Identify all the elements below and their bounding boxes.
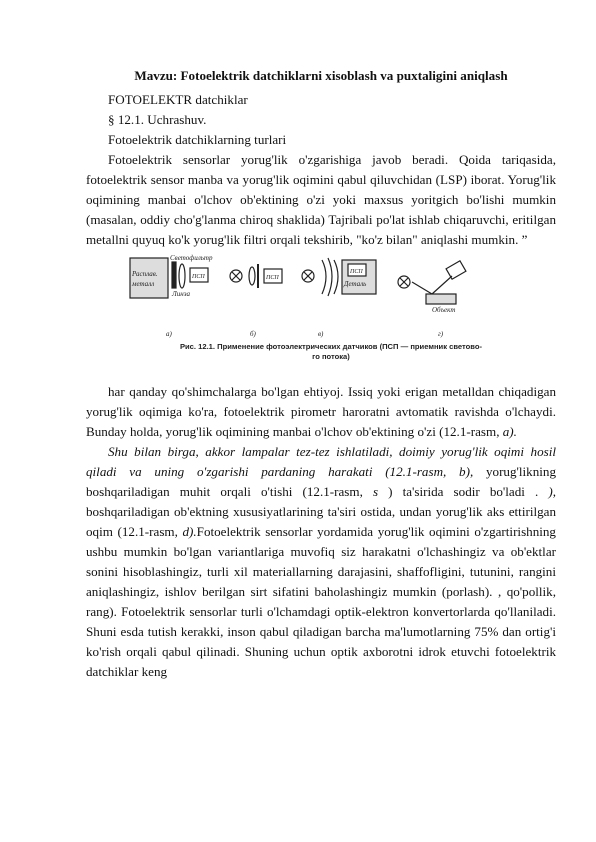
label-metall: металл: [132, 280, 155, 288]
paragraph-3: [86, 442, 556, 682]
paragraph-3-ref-c: ),: [538, 484, 556, 499]
figure-12-1: [86, 254, 556, 342]
paragraph-3-ref-s: s: [362, 484, 379, 499]
psp-box-4: [446, 261, 466, 279]
paragraph-3-italic: Shu bilan birga, akkor lampalar tez-tez ishlatiladi, doimiy yorug'lik oqimi hosil qiladi va uning o'zgarishi pardaning harakati (12.1-rasm, b),: [86, 444, 556, 479]
label-rasplav: Расплав.: [132, 270, 158, 278]
label-obekt: Объект: [432, 306, 456, 314]
label-psp-2: ПСП: [266, 275, 279, 281]
section-heading: FOTOELEKTR datchiklar: [108, 92, 248, 107]
medium-waves: [322, 258, 338, 296]
label-svetofiltr: Светофильтр: [170, 254, 213, 262]
paragraph-2: [86, 382, 556, 442]
label-g: г): [438, 330, 444, 338]
paragraph-2-text: har qanday qo'shimchalarga bo'lgan ehtiyoj. Issiq yoki erigan metalldan chiqadigan yorug'lik oqimiga ko'ra, fotoelektrik pirometr haroratni avtomatik ravishda o'lchaydi. Bunday holda, yorug'lik oqimining manbai o'lchov ob'ektining o'zi (12.1-rasm,: [86, 384, 556, 439]
lens-shape: [179, 264, 185, 288]
document-page: [86, 66, 556, 682]
figure-caption: [86, 342, 556, 362]
document-title: Mavzu: Fotoelektrik datchiklarni xisoblash va puxtaligini aniqlash: [134, 68, 508, 83]
caption-line-2: го потока): [312, 352, 350, 361]
paragraph-3-text-d: boshqariladigan ob'ektning xususiyatlarining ta'siri ostida, undan yorug'lik aks ettirilgan oqim (12.1-rasm,: [86, 504, 556, 539]
paragraph-1: Fotoelektrik sensorlar yorug'lik o'zgarishiga javob beradi. Qoida tariqasida, fotoelektrik sensor manba va yorug'lik oqimini qabul qiluvchidan (LSP) iborat. Yorug'lik oqimining manbai o'lchov ob'ektining o'zi yoki maxsus yoritgich bo'lishi mumkin (masalan, oddiy cho'g'lanma chiroq shaklida) Tajribali po'lat ishlab chiqaruvchi, eritilgan metallni quyuq ko'k yorug'lik filtri orqali tekshirib, "ko'z bilan" aniqlashi mumkin. ”: [86, 152, 556, 247]
label-detal: Деталь: [344, 280, 367, 288]
spacer: [86, 362, 556, 382]
label-a: а): [166, 330, 172, 338]
label-b: б): [250, 330, 256, 338]
paragraph-2-ref: a).: [499, 424, 517, 439]
paragraph-3-text-a: yorug'likning boshqariladigan muhit orqali o'tishi (12.1-rasm,: [86, 464, 556, 499]
figure-diagram: [86, 254, 556, 342]
lens-2: [249, 267, 255, 285]
filter-plate: [172, 262, 176, 288]
object-block: [426, 294, 456, 304]
caption-line-1: Рис. 12.1. Применение фотоэлектрических датчиков (ПСП — приемник светово-: [179, 342, 483, 351]
molten-metal-block: [130, 258, 168, 298]
paragraph-3-ref-e: d).: [177, 524, 197, 539]
paragraph-3-text-f: Fotoelektrik sensorlar yordamida yorug'lik oqimini o'zgartirishning ushbu mumkin bo'lgan variantlariga muvofiq siz harakatni o'lchashingiz va ob'ektlar sonini hisoblashingiz, turli xil materiallarning darajasini, shaffofligini, tutunini, rangini aniqlashingiz, ishlov berilgan sirt sifatini baholashingiz mumkin (porlash). , qo'pollik, rang). Fotoelektrik sensorlar turli o'lchamdagi optik-elektron konvertorlarda qo'llaniladi. Shuni esda tutish kerakki, inson qabul qiladigan barcha ma'lumotlarning 75% dan ortig'i ko'rish orqali qabul qilinadi. Shuning uchun optik axborotni idrok etuvchi fotoelektrik datchiklar keng: [86, 524, 556, 679]
subsection-heading: Fotoelektrik datchiklarning turlari: [108, 132, 287, 147]
label-linza: Линза: [172, 290, 190, 298]
paragraph-3-text-b: ) ta'sirida sodir bo'ladi .: [378, 484, 539, 499]
label-v: в): [318, 330, 324, 338]
label-psp-1: ПСП: [192, 274, 205, 280]
section-number: § 12.1. Uchrashuv.: [108, 112, 207, 127]
label-psp-3: ПСП: [350, 269, 363, 275]
